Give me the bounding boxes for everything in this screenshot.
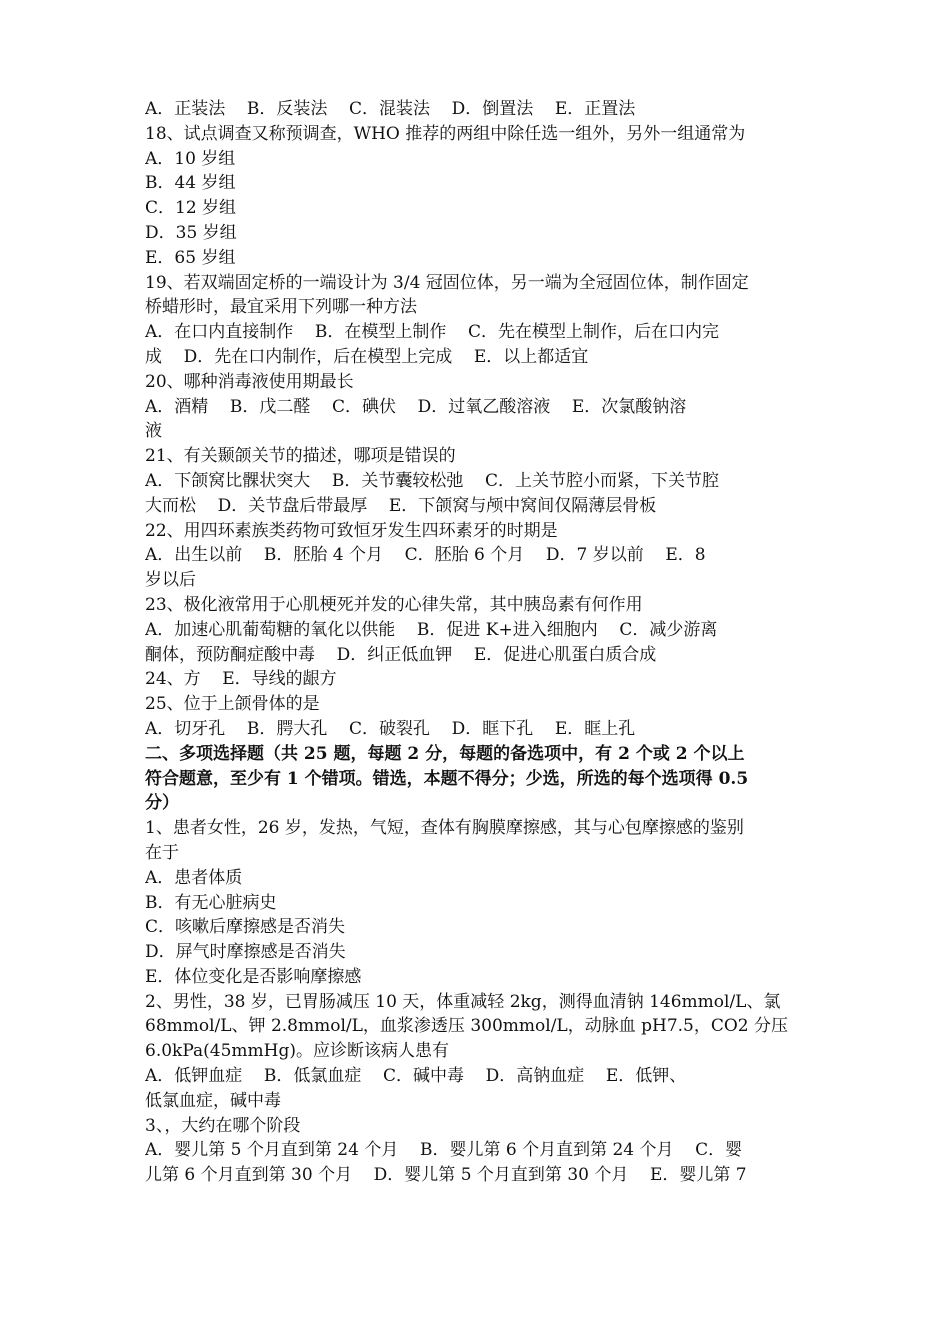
text-line: E．体位变化是否影响摩擦感 (145, 966, 362, 987)
text-line: A．下颌窝比髁状突大 B．关节囊较松弛 C．上关节腔小而紧，下关节腔 (145, 470, 720, 491)
text-line: 大而松 D．关节盘后带最厚 E．下颌窝与颅中窝间仅隔薄层骨板 (145, 495, 657, 516)
text-line: 酮体，预防酮症酸中毒 D．纠正低血钾 E．促进心肌蛋白质合成 (145, 644, 657, 665)
text-line: A．酒精 B．戊二醛 C．碘伏 D．过氧乙酸溶液 E．次氯酸钠溶 (145, 396, 687, 417)
text-line: 液 (145, 421, 162, 442)
text-line: A．婴儿第 5 个月直到第 24 个月 B．婴儿第 6 个月直到第 24 个月 C．婴 (145, 1140, 743, 1161)
text-line: B．44 岁组 (145, 173, 236, 194)
text-line: 23、极化液常用于心肌梗死并发的心律失常，其中胰岛素有何作用 (145, 594, 643, 615)
text-line: 儿第 6 个月直到第 30 个月 D．婴儿第 5 个月直到第 30 个月 E．婴儿第 7 (145, 1165, 747, 1186)
text-line: 桥蜡形时，最宜采用下列哪一种方法 (145, 297, 417, 318)
text-line: 2、男性，38 岁，已胃肠减压 10 天，体重减轻 2kg，测得血清钠 146mmol/L、氯 (145, 991, 781, 1012)
text-line: 岁以后 (145, 570, 196, 591)
text-line: 22、用四环素族类药物可致恒牙发生四环素牙的时期是 (145, 520, 558, 541)
text-line: A．出生以前 B．胚胎 4 个月 C．胚胎 6 个月 D．7 岁以前 E．8 (145, 545, 706, 566)
text-line: 18、试点调查又称预调查，WHO 推荐的两组中除任选一组外，另外一组通常为 (145, 123, 746, 144)
text-line: 6.0kPa(45mmHg)。应诊断该病人患有 (145, 1041, 449, 1062)
text-line: B．有无心脏病史 (145, 892, 277, 913)
text-line: 成 D．先在口内制作，后在模型上完成 E．以上都适宜 (145, 346, 589, 367)
section-heading-line: 二、多项选择题（共 25 题，每题 2 分，每题的备选项中，有 2 个或 2 个以上 (145, 743, 745, 764)
text-line: A．正装法 B．反装法 C．混装法 D．倒置法 E．正置法 (145, 99, 636, 119)
text-line: C．12 岁组 (145, 198, 237, 219)
text-line: A．低钾血症 B．低氯血症 C．碱中毒 D．高钠血症 E．低钾、 (145, 1066, 687, 1087)
text-line: 在于 (145, 842, 179, 863)
section-heading-line: 符合题意，至少有 1 个错项。错选，本题不得分；少选，所选的每个选项得 0.5 (145, 768, 749, 789)
text-line: 低氯血症，碱中毒 (145, 1090, 281, 1111)
document-body (145, 97, 813, 1188)
text-line: 20、哪种消毒液使用期最长 (145, 371, 354, 392)
text-line: 3、，大约在哪个阶段 (145, 1115, 301, 1136)
section-heading-line: 分） (145, 793, 179, 814)
text-line: A．加速心肌葡萄糖的氧化以供能 B．促进 K+进入细胞内 C．减少游离 (145, 619, 718, 640)
text-line: A．患者体质 (145, 867, 243, 888)
text-line: A．10 岁组 (145, 148, 236, 169)
text-line: 25、位于上颌骨体的是 (145, 694, 320, 715)
text-line: E．65 岁组 (145, 247, 236, 268)
text-line: 19、若双端固定桥的一端设计为 3/4 冠固位体，另一端为全冠固位体，制作固定 (145, 272, 749, 293)
text-line: A．在口内直接制作 B．在模型上制作 C．先在模型上制作，后在口内完 (145, 322, 720, 343)
text-line: A．切牙孔 B．腭大孔 C．破裂孔 D．眶下孔 E．眶上孔 (145, 718, 636, 739)
text-line: C．咳嗽后摩擦感是否消失 (145, 917, 346, 938)
text-line: D．屏气时摩擦感是否消失 (145, 942, 346, 963)
text-line: D．35 岁组 (145, 222, 237, 243)
text-line: 21、有关颞颌关节的描述，哪项是错误的 (145, 446, 456, 467)
text-line: 68mmol/L、钾 2.8mmol/L，血浆渗透压 300mmol/L，动脉血 pH7.5，CO2 分压 (145, 1016, 789, 1037)
text-line: 1、患者女性，26 岁，发热，气短，查体有胸膜摩擦感，其与心包摩擦感的鉴别 (145, 818, 744, 839)
text-line: 24、方 E．导线的龈方 (145, 669, 337, 690)
